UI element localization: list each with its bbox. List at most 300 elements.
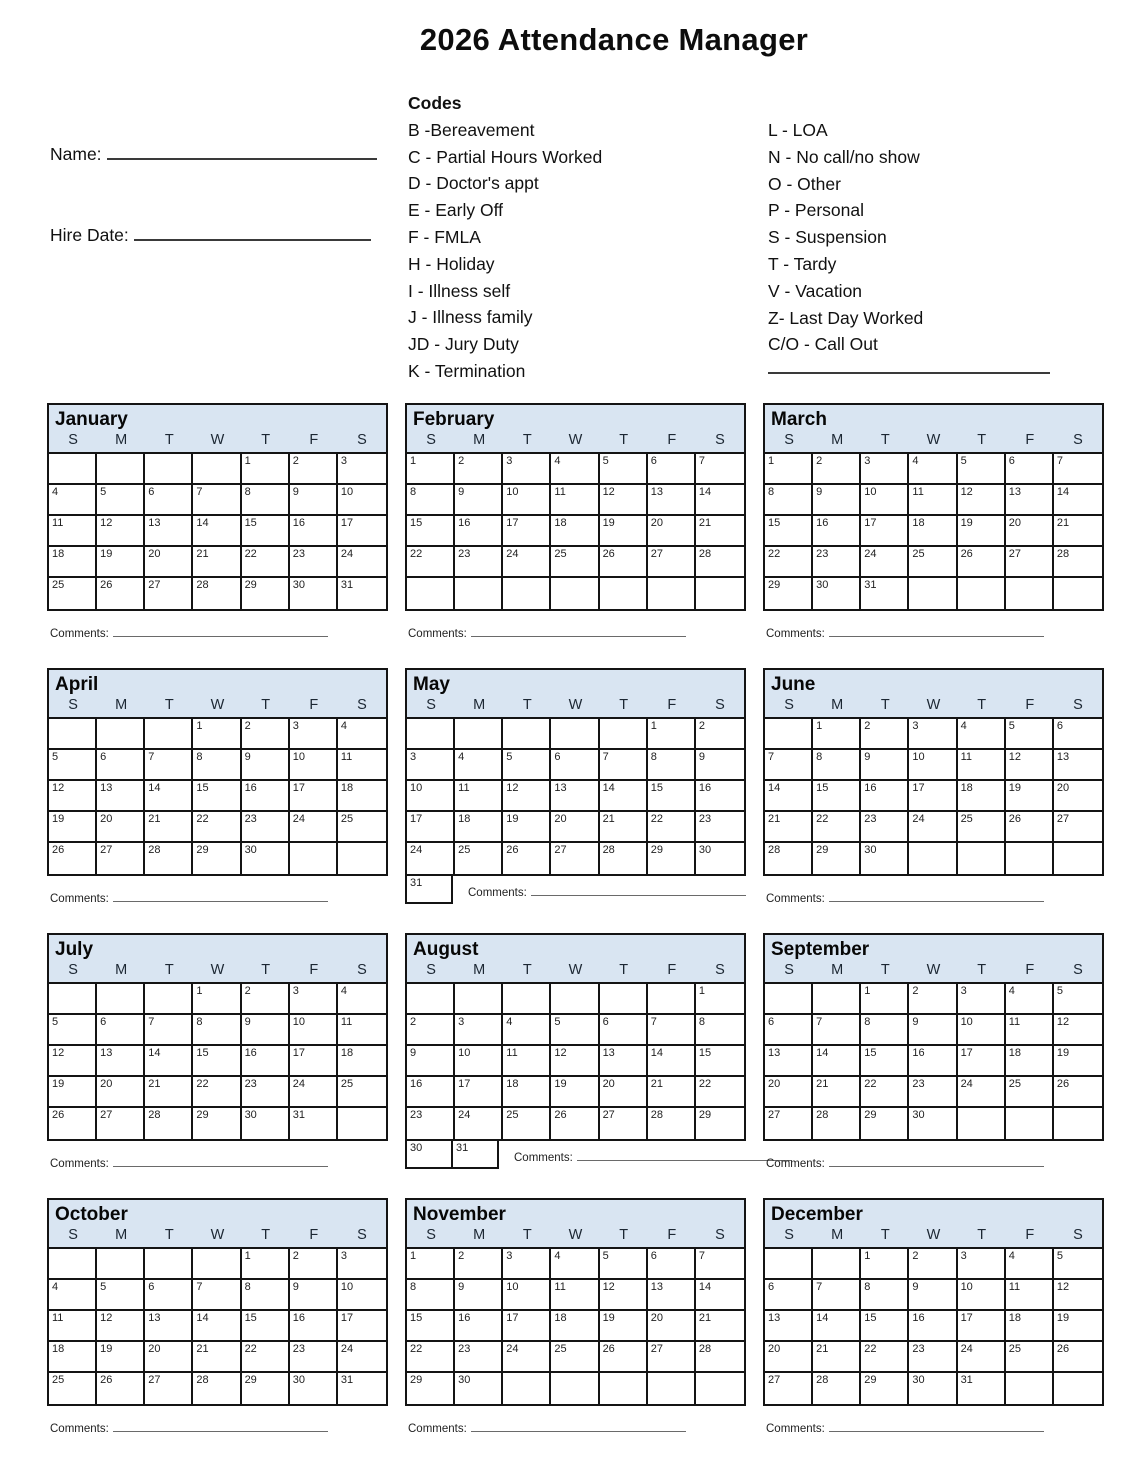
day-cell[interactable]: 20 [648,516,696,547]
day-cell[interactable]: 15 [193,1046,241,1077]
day-cell[interactable]: 31 [451,1139,499,1169]
day-cell[interactable]: 23 [290,1342,338,1373]
day-cell[interactable]: 5 [1054,984,1102,1015]
day-cell[interactable]: 7 [696,1249,744,1280]
day-cell[interactable]: 5 [97,485,145,516]
day-cell[interactable]: 18 [49,547,97,578]
day-cell[interactable] [813,984,861,1015]
day-cell[interactable]: 16 [290,1311,338,1342]
day-cell[interactable] [503,719,551,750]
day-cell[interactable]: 3 [338,454,386,485]
day-cell[interactable]: 24 [290,812,338,843]
day-cell[interactable]: 28 [1054,547,1102,578]
day-cell[interactable]: 27 [97,843,145,874]
day-cell[interactable]: 9 [455,1280,503,1311]
day-cell[interactable] [600,578,648,609]
day-cell[interactable]: 3 [909,719,957,750]
day-cell[interactable]: 14 [765,781,813,812]
day-cell[interactable]: 13 [1006,485,1054,516]
day-cell[interactable]: 22 [193,812,241,843]
day-cell[interactable] [503,984,551,1015]
day-cell[interactable]: 2 [242,719,290,750]
day-cell[interactable]: 18 [338,781,386,812]
day-cell[interactable] [1006,578,1054,609]
day-cell[interactable]: 5 [600,454,648,485]
day-cell[interactable]: 19 [958,516,1006,547]
day-cell[interactable]: 1 [193,984,241,1015]
day-cell[interactable]: 19 [600,1311,648,1342]
day-cell[interactable]: 8 [696,1015,744,1046]
day-cell[interactable]: 25 [1006,1077,1054,1108]
day-cell[interactable]: 6 [648,454,696,485]
day-cell[interactable]: 14 [145,1046,193,1077]
day-cell[interactable]: 17 [338,1311,386,1342]
day-cell[interactable]: 21 [1054,516,1102,547]
day-cell[interactable] [97,1249,145,1280]
day-cell[interactable]: 23 [813,547,861,578]
day-cell[interactable]: 7 [145,750,193,781]
day-cell[interactable]: 23 [861,812,909,843]
day-cell[interactable]: 9 [861,750,909,781]
day-cell[interactable]: 17 [290,781,338,812]
day-cell[interactable]: 2 [696,719,744,750]
day-cell[interactable]: 28 [193,578,241,609]
comments-input-line[interactable] [113,1158,328,1167]
day-cell[interactable]: 6 [765,1280,813,1311]
day-cell[interactable]: 6 [765,1015,813,1046]
day-cell[interactable]: 13 [765,1046,813,1077]
day-cell[interactable]: 3 [503,454,551,485]
day-cell[interactable]: 4 [909,454,957,485]
name-input-line[interactable] [107,145,377,160]
day-cell[interactable]: 2 [242,984,290,1015]
day-cell[interactable]: 25 [455,843,503,874]
day-cell[interactable] [145,1249,193,1280]
day-cell[interactable] [765,719,813,750]
day-cell[interactable]: 6 [97,750,145,781]
day-cell[interactable]: 27 [648,1342,696,1373]
day-cell[interactable]: 21 [600,812,648,843]
day-cell[interactable]: 2 [909,984,957,1015]
day-cell[interactable]: 8 [193,750,241,781]
day-cell[interactable] [338,843,386,874]
day-cell[interactable]: 27 [765,1373,813,1404]
comments-input-line[interactable] [577,1152,792,1161]
day-cell[interactable]: 29 [861,1108,909,1139]
day-cell[interactable]: 24 [338,1342,386,1373]
day-cell[interactable]: 19 [49,812,97,843]
day-cell[interactable]: 22 [193,1077,241,1108]
day-cell[interactable]: 12 [600,1280,648,1311]
day-cell[interactable]: 8 [193,1015,241,1046]
day-cell[interactable]: 20 [97,812,145,843]
day-cell[interactable]: 16 [290,516,338,547]
day-cell[interactable]: 30 [242,1108,290,1139]
day-cell[interactable] [1006,843,1054,874]
day-cell[interactable]: 9 [242,750,290,781]
day-cell[interactable]: 16 [696,781,744,812]
day-cell[interactable]: 16 [813,516,861,547]
day-cell[interactable]: 20 [765,1342,813,1373]
day-cell[interactable] [503,1373,551,1404]
day-cell[interactable]: 18 [49,1342,97,1373]
day-cell[interactable]: 23 [242,812,290,843]
day-cell[interactable]: 6 [648,1249,696,1280]
day-cell[interactable]: 30 [290,1373,338,1404]
day-cell[interactable] [145,719,193,750]
day-cell[interactable]: 22 [861,1342,909,1373]
day-cell[interactable]: 11 [551,1280,599,1311]
day-cell[interactable]: 25 [551,547,599,578]
day-cell[interactable]: 19 [1054,1046,1102,1077]
day-cell[interactable]: 29 [193,843,241,874]
day-cell[interactable]: 22 [242,547,290,578]
day-cell[interactable]: 26 [551,1108,599,1139]
day-cell[interactable]: 7 [765,750,813,781]
day-cell[interactable]: 27 [1006,547,1054,578]
day-cell[interactable]: 19 [551,1077,599,1108]
day-cell[interactable]: 27 [145,578,193,609]
day-cell[interactable]: 1 [765,454,813,485]
day-cell[interactable]: 29 [193,1108,241,1139]
day-cell[interactable]: 25 [338,812,386,843]
day-cell[interactable]: 23 [909,1342,957,1373]
day-cell[interactable]: 16 [455,516,503,547]
day-cell[interactable]: 24 [290,1077,338,1108]
day-cell[interactable] [648,578,696,609]
day-cell[interactable]: 20 [1054,781,1102,812]
day-cell[interactable] [765,984,813,1015]
day-cell[interactable]: 29 [696,1108,744,1139]
day-cell[interactable]: 8 [242,1280,290,1311]
day-cell[interactable]: 16 [861,781,909,812]
day-cell[interactable] [600,1373,648,1404]
day-cell[interactable]: 2 [407,1015,455,1046]
day-cell[interactable]: 7 [600,750,648,781]
day-cell[interactable]: 15 [648,781,696,812]
comments-input-line[interactable] [531,887,746,896]
day-cell[interactable]: 13 [97,781,145,812]
day-cell[interactable]: 20 [600,1077,648,1108]
day-cell[interactable] [765,1249,813,1280]
day-cell[interactable]: 25 [909,547,957,578]
day-cell[interactable] [696,1373,744,1404]
day-cell[interactable]: 19 [503,812,551,843]
day-cell[interactable]: 17 [455,1077,503,1108]
day-cell[interactable]: 26 [1054,1077,1102,1108]
day-cell[interactable] [407,984,455,1015]
day-cell[interactable]: 11 [958,750,1006,781]
day-cell[interactable]: 28 [648,1108,696,1139]
day-cell[interactable]: 5 [503,750,551,781]
day-cell[interactable]: 4 [1006,984,1054,1015]
day-cell[interactable]: 19 [600,516,648,547]
day-cell[interactable] [145,454,193,485]
day-cell[interactable]: 2 [813,454,861,485]
day-cell[interactable]: 15 [813,781,861,812]
day-cell[interactable]: 30 [861,843,909,874]
day-cell[interactable] [1006,1373,1054,1404]
day-cell[interactable]: 4 [338,719,386,750]
day-cell[interactable]: 16 [242,781,290,812]
day-cell[interactable]: 16 [909,1046,957,1077]
day-cell[interactable]: 28 [600,843,648,874]
day-cell[interactable]: 13 [97,1046,145,1077]
day-cell[interactable]: 12 [1006,750,1054,781]
day-cell[interactable]: 24 [958,1077,1006,1108]
day-cell[interactable]: 15 [407,516,455,547]
day-cell[interactable]: 28 [145,1108,193,1139]
day-cell[interactable]: 14 [648,1046,696,1077]
day-cell[interactable]: 3 [407,750,455,781]
day-cell[interactable]: 16 [455,1311,503,1342]
day-cell[interactable]: 29 [861,1373,909,1404]
day-cell[interactable]: 12 [600,485,648,516]
day-cell[interactable] [407,719,455,750]
day-cell[interactable]: 7 [145,1015,193,1046]
day-cell[interactable]: 10 [338,485,386,516]
day-cell[interactable] [648,1373,696,1404]
day-cell[interactable]: 30 [455,1373,503,1404]
day-cell[interactable] [600,984,648,1015]
day-cell[interactable]: 28 [813,1373,861,1404]
day-cell[interactable]: 14 [600,781,648,812]
day-cell[interactable]: 24 [861,547,909,578]
day-cell[interactable]: 31 [338,1373,386,1404]
day-cell[interactable]: 5 [49,1015,97,1046]
day-cell[interactable]: 3 [290,984,338,1015]
day-cell[interactable]: 26 [1006,812,1054,843]
day-cell[interactable]: 13 [600,1046,648,1077]
day-cell[interactable]: 21 [145,1077,193,1108]
day-cell[interactable]: 14 [696,485,744,516]
day-cell[interactable] [97,719,145,750]
comments-input-line[interactable] [113,628,328,637]
day-cell[interactable]: 1 [242,454,290,485]
day-cell[interactable]: 23 [290,547,338,578]
day-cell[interactable]: 14 [813,1046,861,1077]
day-cell[interactable] [49,454,97,485]
comments-input-line[interactable] [471,628,686,637]
day-cell[interactable]: 12 [551,1046,599,1077]
day-cell[interactable]: 6 [145,485,193,516]
day-cell[interactable]: 28 [696,1342,744,1373]
day-cell[interactable]: 31 [290,1108,338,1139]
day-cell[interactable]: 19 [49,1077,97,1108]
day-cell[interactable]: 28 [696,547,744,578]
day-cell[interactable]: 14 [696,1280,744,1311]
day-cell[interactable]: 22 [765,547,813,578]
day-cell[interactable]: 4 [455,750,503,781]
day-cell[interactable]: 17 [861,516,909,547]
day-cell[interactable]: 31 [861,578,909,609]
day-cell[interactable]: 6 [1054,719,1102,750]
day-cell[interactable]: 2 [909,1249,957,1280]
day-cell[interactable]: 8 [861,1015,909,1046]
day-cell[interactable]: 20 [145,547,193,578]
day-cell[interactable]: 11 [338,750,386,781]
day-cell[interactable]: 22 [696,1077,744,1108]
day-cell[interactable]: 10 [338,1280,386,1311]
day-cell[interactable]: 26 [600,547,648,578]
comments-input-line[interactable] [829,893,1044,902]
day-cell[interactable]: 24 [407,843,455,874]
day-cell[interactable]: 13 [765,1311,813,1342]
day-cell[interactable]: 25 [338,1077,386,1108]
day-cell[interactable]: 18 [338,1046,386,1077]
day-cell[interactable] [145,984,193,1015]
day-cell[interactable]: 30 [909,1108,957,1139]
day-cell[interactable]: 1 [242,1249,290,1280]
day-cell[interactable]: 7 [193,485,241,516]
day-cell[interactable]: 10 [290,750,338,781]
day-cell[interactable]: 1 [861,984,909,1015]
day-cell[interactable]: 9 [909,1015,957,1046]
day-cell[interactable] [696,578,744,609]
day-cell[interactable]: 27 [97,1108,145,1139]
day-cell[interactable] [49,984,97,1015]
day-cell[interactable]: 15 [696,1046,744,1077]
day-cell[interactable]: 31 [405,874,453,904]
day-cell[interactable]: 4 [49,1280,97,1311]
day-cell[interactable]: 21 [145,812,193,843]
day-cell[interactable]: 24 [455,1108,503,1139]
day-cell[interactable]: 4 [503,1015,551,1046]
day-cell[interactable]: 3 [503,1249,551,1280]
day-cell[interactable]: 30 [242,843,290,874]
day-cell[interactable]: 3 [290,719,338,750]
day-cell[interactable]: 1 [813,719,861,750]
day-cell[interactable]: 30 [405,1139,453,1169]
day-cell[interactable]: 17 [958,1046,1006,1077]
day-cell[interactable]: 2 [455,1249,503,1280]
day-cell[interactable] [600,719,648,750]
day-cell[interactable]: 21 [696,1311,744,1342]
day-cell[interactable]: 23 [407,1108,455,1139]
day-cell[interactable]: 11 [1006,1015,1054,1046]
day-cell[interactable]: 15 [407,1311,455,1342]
day-cell[interactable]: 8 [407,1280,455,1311]
day-cell[interactable] [958,843,1006,874]
day-cell[interactable]: 10 [455,1046,503,1077]
day-cell[interactable]: 9 [813,485,861,516]
day-cell[interactable]: 3 [958,1249,1006,1280]
day-cell[interactable]: 9 [407,1046,455,1077]
day-cell[interactable]: 4 [49,485,97,516]
day-cell[interactable] [958,1108,1006,1139]
day-cell[interactable]: 26 [958,547,1006,578]
day-cell[interactable]: 6 [145,1280,193,1311]
day-cell[interactable]: 11 [551,485,599,516]
day-cell[interactable] [97,454,145,485]
day-cell[interactable]: 24 [503,1342,551,1373]
day-cell[interactable]: 16 [909,1311,957,1342]
day-cell[interactable]: 22 [407,1342,455,1373]
day-cell[interactable]: 18 [455,812,503,843]
day-cell[interactable]: 10 [290,1015,338,1046]
day-cell[interactable]: 8 [813,750,861,781]
day-cell[interactable]: 30 [290,578,338,609]
day-cell[interactable]: 14 [813,1311,861,1342]
day-cell[interactable]: 29 [813,843,861,874]
day-cell[interactable]: 9 [290,1280,338,1311]
day-cell[interactable]: 29 [648,843,696,874]
day-cell[interactable]: 27 [1054,812,1102,843]
day-cell[interactable]: 8 [861,1280,909,1311]
day-cell[interactable]: 19 [1054,1311,1102,1342]
day-cell[interactable]: 29 [242,1373,290,1404]
day-cell[interactable]: 20 [97,1077,145,1108]
day-cell[interactable] [958,578,1006,609]
day-cell[interactable]: 1 [407,1249,455,1280]
day-cell[interactable] [813,1249,861,1280]
day-cell[interactable]: 18 [1006,1311,1054,1342]
day-cell[interactable]: 26 [1054,1342,1102,1373]
day-cell[interactable]: 30 [909,1373,957,1404]
day-cell[interactable] [407,578,455,609]
day-cell[interactable]: 25 [49,578,97,609]
day-cell[interactable]: 3 [338,1249,386,1280]
day-cell[interactable]: 21 [813,1342,861,1373]
day-cell[interactable]: 6 [551,750,599,781]
day-cell[interactable]: 12 [1054,1015,1102,1046]
day-cell[interactable]: 25 [503,1108,551,1139]
day-cell[interactable]: 8 [242,485,290,516]
day-cell[interactable]: 20 [1006,516,1054,547]
day-cell[interactable]: 13 [648,485,696,516]
day-cell[interactable]: 15 [193,781,241,812]
day-cell[interactable] [97,984,145,1015]
day-cell[interactable]: 23 [455,547,503,578]
day-cell[interactable]: 1 [193,719,241,750]
day-cell[interactable]: 17 [290,1046,338,1077]
day-cell[interactable]: 26 [97,1373,145,1404]
day-cell[interactable]: 18 [551,516,599,547]
day-cell[interactable]: 4 [958,719,1006,750]
day-cell[interactable]: 29 [242,578,290,609]
day-cell[interactable]: 14 [145,781,193,812]
day-cell[interactable] [1006,1108,1054,1139]
day-cell[interactable]: 9 [242,1015,290,1046]
day-cell[interactable]: 8 [648,750,696,781]
day-cell[interactable]: 26 [600,1342,648,1373]
day-cell[interactable]: 1 [407,454,455,485]
day-cell[interactable]: 30 [813,578,861,609]
day-cell[interactable]: 11 [455,781,503,812]
comments-input-line[interactable] [829,1423,1044,1432]
day-cell[interactable]: 31 [958,1373,1006,1404]
day-cell[interactable]: 1 [648,719,696,750]
day-cell[interactable] [338,1108,386,1139]
day-cell[interactable]: 10 [861,485,909,516]
day-cell[interactable] [503,578,551,609]
day-cell[interactable]: 27 [648,547,696,578]
day-cell[interactable]: 24 [909,812,957,843]
day-cell[interactable]: 17 [503,516,551,547]
day-cell[interactable]: 25 [958,812,1006,843]
day-cell[interactable]: 16 [242,1046,290,1077]
day-cell[interactable] [455,719,503,750]
day-cell[interactable]: 22 [242,1342,290,1373]
day-cell[interactable]: 5 [1006,719,1054,750]
day-cell[interactable]: 15 [242,1311,290,1342]
day-cell[interactable]: 2 [455,454,503,485]
day-cell[interactable] [551,719,599,750]
day-cell[interactable]: 18 [958,781,1006,812]
comments-input-line[interactable] [471,1423,686,1432]
day-cell[interactable] [909,843,957,874]
day-cell[interactable]: 5 [600,1249,648,1280]
